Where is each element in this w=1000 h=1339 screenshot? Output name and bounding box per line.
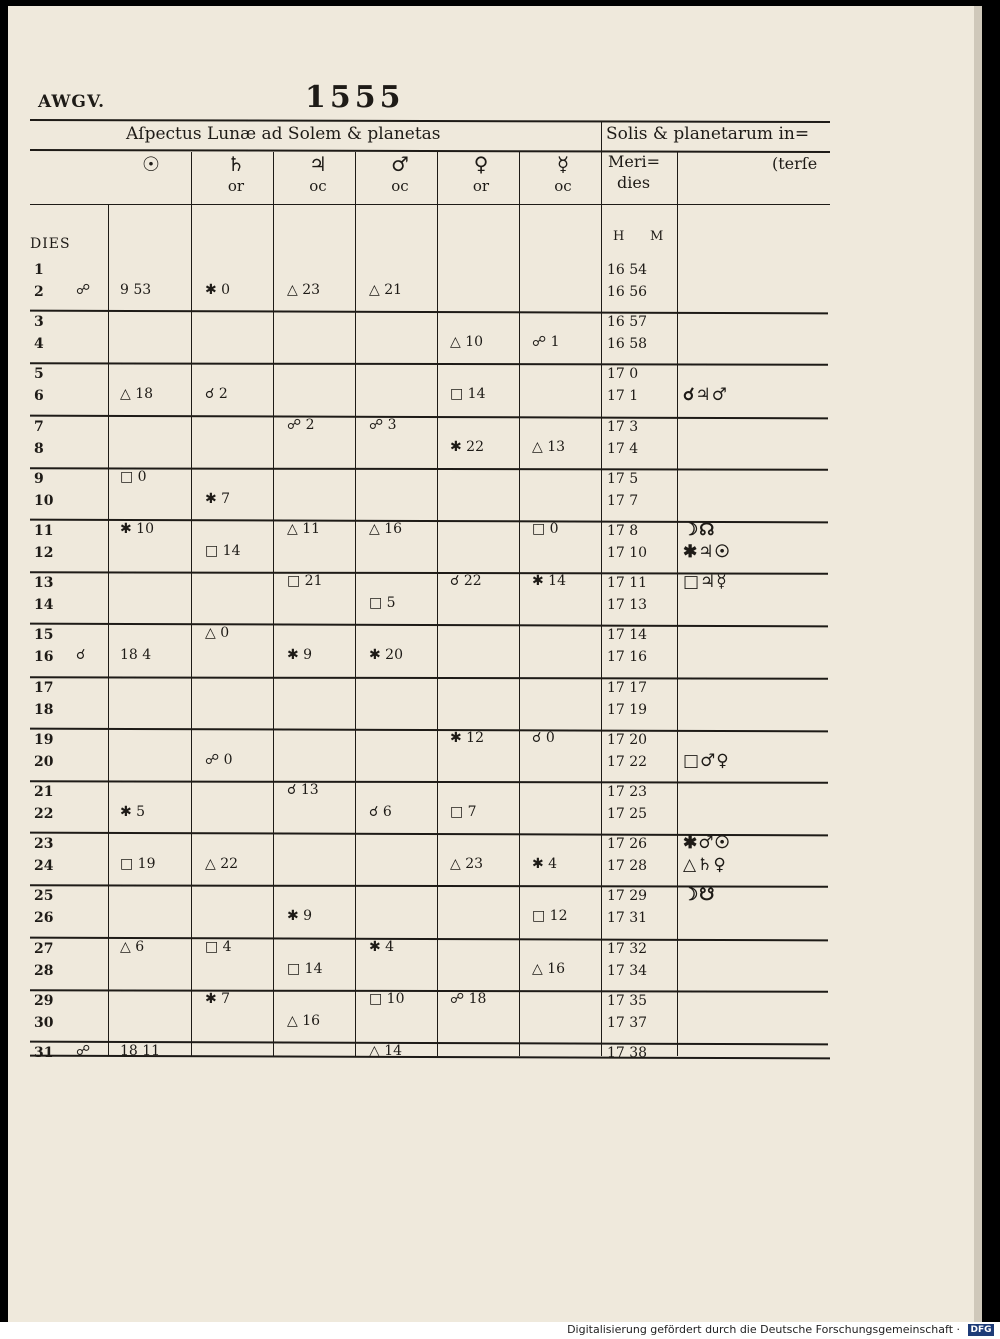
- header-planets: Solis & planetarum in=: [606, 124, 810, 144]
- aspect-cell: △ 0: [205, 625, 230, 642]
- day-number: 28: [34, 962, 54, 979]
- aspect-cell: □ 0: [120, 468, 147, 485]
- aspect-cell: ☍ 0: [205, 751, 233, 768]
- aspect-cell: □ 19: [120, 856, 156, 873]
- day-number: 15: [34, 627, 54, 644]
- day-number: 21: [34, 784, 54, 800]
- aspect-cell: □ 14: [287, 960, 323, 977]
- aspect-cell: ☍ 18: [450, 990, 487, 1007]
- aspect-cell: △ 6: [120, 938, 145, 955]
- row-rule: [30, 623, 828, 628]
- meridies-time: 17 8: [607, 523, 639, 539]
- aspect-cell: □ 7: [450, 804, 477, 820]
- day-number: 31: [34, 1045, 54, 1061]
- aspect-cell: □ 21: [287, 573, 323, 590]
- hours-label: H: [613, 229, 625, 244]
- aspect-cell: □ 10: [369, 990, 405, 1007]
- meridies-time: 17 19: [607, 701, 648, 718]
- aspect-cell: ✱ 0: [205, 282, 231, 298]
- day-number: 20: [34, 753, 54, 770]
- column-sub-5: oc: [554, 177, 572, 195]
- row-rule: [30, 936, 828, 941]
- aspect-cell: ✱ 4: [369, 938, 395, 955]
- row-rule: [30, 310, 828, 315]
- aspect-cell: 9 53: [120, 282, 152, 298]
- row-rule: [30, 727, 828, 732]
- aspect-cell: 18 11: [120, 1043, 161, 1059]
- meridies-time: 17 38: [607, 1045, 648, 1061]
- day-number: 6: [34, 388, 44, 405]
- column-rule-1: [191, 152, 192, 1056]
- aspect-cell: △ 10: [450, 334, 484, 351]
- day-number: 9: [34, 470, 44, 487]
- column-rule-5: [519, 152, 520, 1056]
- aspect-cell: ✱ 5: [120, 804, 146, 820]
- aspect-cell: ☍ 3: [369, 416, 397, 433]
- meridies-time: 17 4: [607, 440, 639, 457]
- meridies-label-1: Meri=: [608, 152, 661, 171]
- column-sub-2: oc: [309, 177, 327, 195]
- day-number: 1: [34, 262, 44, 278]
- meridies-time: 17 3: [607, 418, 639, 435]
- meridies-time: 17 5: [607, 470, 639, 487]
- aspect-cell: □ 14: [205, 543, 241, 559]
- aspect-cell: ✱ 7: [205, 490, 231, 507]
- day-number: 2: [34, 284, 44, 300]
- aspect-cell: ✱ 12: [450, 729, 484, 746]
- day-number: 4: [34, 336, 44, 353]
- day-number: 10: [34, 492, 54, 509]
- aspect-cell: ✱ 9: [287, 908, 313, 925]
- aspect-cell: ☌ 22: [450, 573, 482, 590]
- month-title: AWGV.: [38, 92, 106, 112]
- meridies-time: 17 22: [607, 753, 648, 770]
- row-rule: [30, 467, 828, 470]
- header-aspects: Aſpectus Lunæ ad Solem & planetas: [126, 124, 441, 144]
- meridies-time: 17 31: [607, 910, 648, 927]
- minutes-label: M: [650, 229, 664, 244]
- day-number: 14: [34, 597, 54, 614]
- meridies-time: 17 32: [607, 940, 648, 957]
- aspect-cell: △ 23: [287, 282, 321, 298]
- dies-label: DIES: [30, 236, 71, 252]
- aspect-cell: △ 21: [369, 282, 403, 298]
- day-number: 29: [34, 992, 54, 1009]
- meridies-time: 16 57: [607, 314, 648, 331]
- aspect-cell: △ 13: [532, 438, 566, 455]
- column-symbol-1: ♄: [227, 152, 245, 176]
- aspect-cell: ✱ 9: [287, 647, 313, 664]
- row-rule: [30, 676, 828, 679]
- column-sub-4: or: [472, 177, 490, 195]
- row-rule: [30, 780, 828, 783]
- row-rule: [30, 989, 828, 992]
- meridies-time: 17 26: [607, 836, 648, 853]
- day-number: 3: [34, 314, 44, 331]
- aspect-cell: □ 5: [369, 595, 396, 612]
- row-rule: [30, 363, 828, 366]
- row-rule: [30, 414, 828, 419]
- meridies-time: 17 34: [607, 962, 648, 979]
- day-number: 23: [34, 836, 54, 853]
- dfg-logo: DFG: [968, 1324, 994, 1336]
- meridies-rule-right: [677, 152, 678, 1056]
- aspect-cell: △ 11: [287, 521, 321, 537]
- planet-aspect-note: ✱♃☉: [683, 542, 731, 562]
- day-number: 27: [34, 940, 54, 957]
- aspect-cell: □ 4: [205, 938, 232, 955]
- aspect-cell: □ 14: [450, 386, 486, 403]
- day-number: 13: [34, 575, 54, 592]
- aspect-cell: ✱ 10: [120, 521, 154, 537]
- aspect-cell: □ 0: [532, 521, 559, 537]
- meridies-time: 17 23: [607, 784, 648, 800]
- footer-text: Digitalisierung gefördert durch die Deutsche Forschungsgemeinschaft ·: [567, 1323, 960, 1336]
- meridies-time: 17 28: [607, 858, 648, 875]
- day-number: 19: [34, 731, 54, 748]
- column-symbol-3: ♂: [391, 152, 409, 176]
- day-number: 17: [34, 679, 54, 696]
- meridies-time: 17 20: [607, 731, 648, 748]
- meridies-time: 17 29: [607, 888, 648, 905]
- day-number: 18: [34, 701, 54, 718]
- meridies-time: 17 7: [607, 492, 639, 509]
- meridies-time: 17 14: [607, 627, 648, 644]
- year-title: 1555: [305, 80, 405, 115]
- aspect-cell: ✱ 7: [205, 990, 231, 1007]
- meridies-time: 17 13: [607, 597, 648, 614]
- aspect-cell: △ 22: [205, 856, 239, 873]
- aspect-cell: ☍: [76, 1043, 91, 1059]
- day-number: 22: [34, 806, 54, 822]
- day-number: 7: [34, 418, 44, 435]
- aspect-cell: ☌ 13: [287, 782, 319, 798]
- aspect-cell: ✱ 22: [450, 438, 484, 455]
- day-number: 5: [34, 366, 44, 383]
- planet-aspect-note: ☌♃♂: [683, 385, 728, 406]
- aspect-cell: ☍ 2: [287, 416, 315, 433]
- aspect-cell: ☌: [76, 647, 86, 664]
- aspect-cell: ☍ 1: [532, 334, 560, 351]
- aspect-cell: △ 14: [369, 1043, 403, 1059]
- meridies-time: 16 54: [607, 262, 648, 278]
- column-sub-3: oc: [391, 177, 409, 195]
- planet-aspect-note: □♃☿: [683, 572, 728, 593]
- meridies-time: 17 37: [607, 1014, 648, 1031]
- day-number: 26: [34, 910, 54, 927]
- planet-aspect-note: △♄♀: [683, 855, 727, 876]
- meridies-time: 16 56: [607, 284, 648, 300]
- aspect-cell: △ 16: [532, 960, 566, 977]
- meridies-time: 17 10: [607, 545, 648, 561]
- planet-aspect-note: ☽☊: [683, 520, 716, 540]
- aspect-cell: △ 23: [450, 856, 484, 873]
- meridies-time: 17 17: [607, 679, 648, 696]
- meridies-time: 17 25: [607, 806, 648, 822]
- meridies-time: 17 11: [607, 575, 648, 592]
- meridies-time: 17 16: [607, 649, 648, 666]
- column-symbol-5: ☿: [556, 152, 570, 176]
- day-number: 12: [34, 545, 54, 561]
- planet-aspect-note: ☽☋: [683, 885, 716, 906]
- meridies-time: 17 1: [607, 388, 639, 405]
- meridies-time: 17 35: [607, 992, 648, 1009]
- meridies-rule-left: [601, 152, 602, 1056]
- column-symbol-2: ♃: [309, 152, 327, 176]
- column-rule-2: [273, 152, 274, 1056]
- day-number: 30: [34, 1014, 54, 1031]
- column-sub-1: or: [227, 177, 245, 195]
- day-number: 11: [34, 523, 54, 539]
- planet-aspect-note: ✱♂☉: [683, 833, 731, 854]
- aspect-cell: □ 12: [532, 908, 568, 925]
- column-symbol-0: ☉: [142, 152, 160, 176]
- column-rule-4: [437, 152, 438, 1056]
- aspect-cell: ☍: [76, 282, 91, 298]
- aspect-cell: 18 4: [120, 647, 152, 664]
- aspect-cell: ✱ 4: [532, 856, 558, 873]
- aspect-cell: △ 16: [287, 1012, 321, 1029]
- aspect-cell: ☌ 0: [532, 729, 555, 746]
- aspect-cell: ✱ 14: [532, 573, 566, 590]
- aspect-cell: △ 16: [369, 521, 403, 537]
- planet-aspect-note: □♂♀: [683, 750, 730, 771]
- column-rule-0: [108, 205, 109, 1056]
- meridies-time: 17 0: [607, 366, 639, 383]
- column-rule-3: [355, 152, 356, 1056]
- day-number: 16: [34, 649, 54, 666]
- header-planets-cont: (terſe: [772, 154, 818, 173]
- meridies-label-2: dies: [617, 173, 651, 192]
- aspect-cell: ☌ 6: [369, 804, 392, 820]
- day-number: 24: [34, 858, 54, 875]
- aspect-cell: △ 18: [120, 386, 154, 403]
- day-number: 25: [34, 888, 54, 905]
- footer-bar: [0, 1322, 1000, 1339]
- aspect-cell: ✱ 20: [369, 647, 403, 664]
- aspect-cell: ☌ 2: [205, 386, 228, 403]
- meridies-time: 16 58: [607, 336, 648, 353]
- day-number: 8: [34, 440, 44, 457]
- column-symbol-4: ♀: [473, 152, 489, 176]
